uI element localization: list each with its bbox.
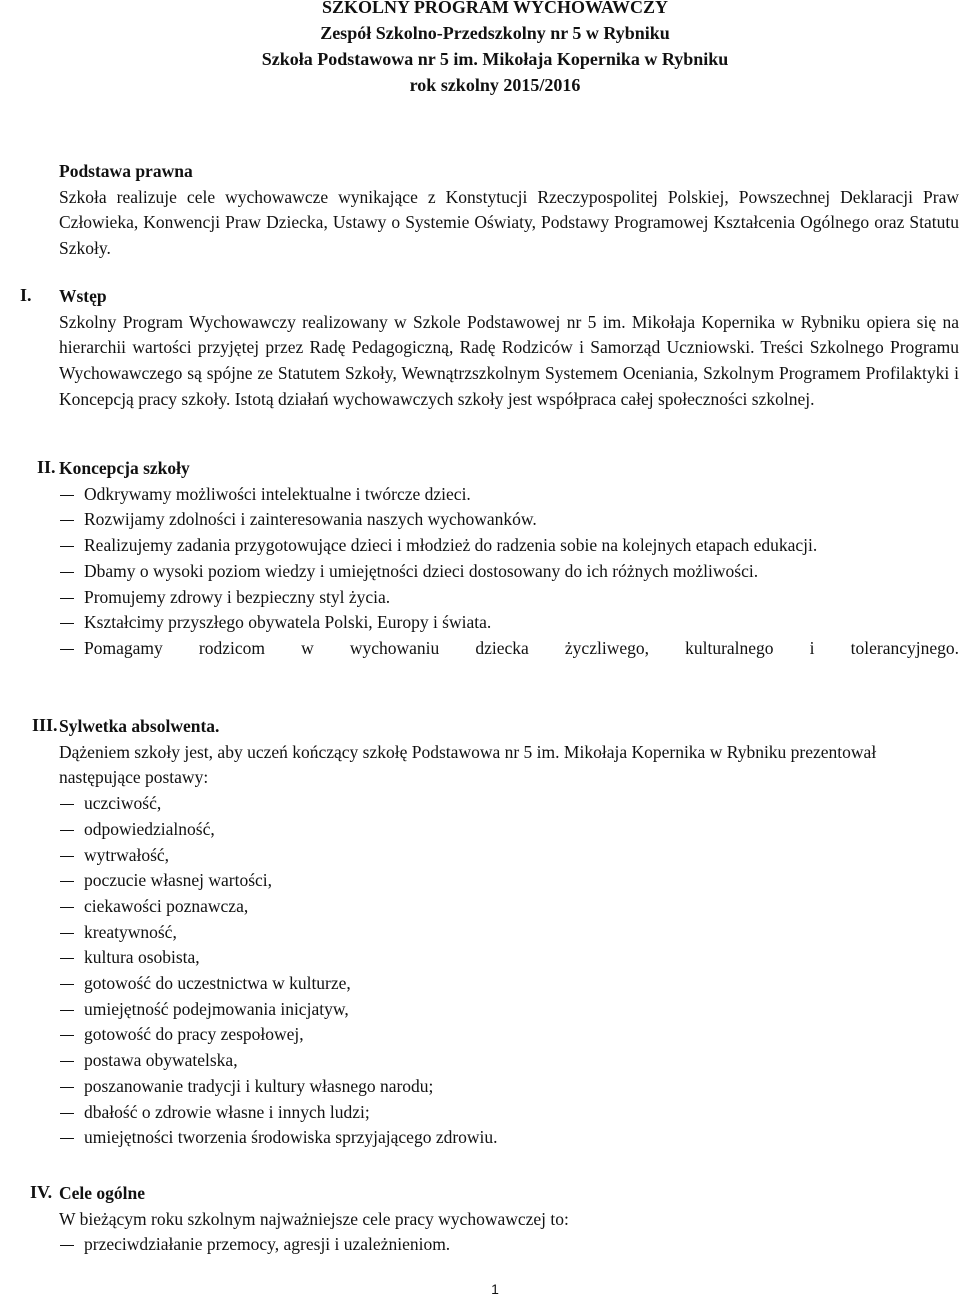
list-item: poszanowanie tradycji i kultury własnego narodu; <box>59 1074 959 1100</box>
list-item: umiejętność podejmowania inicjatyw, <box>59 997 959 1023</box>
list-item: Kształcimy przyszłego obywatela Polski, Europy i świata. <box>59 610 959 636</box>
list-item: kreatywność, <box>59 920 959 946</box>
section-number-2: II. <box>37 457 56 477</box>
paragraph-sentence: Treści Szkolnego Programu Wychowawczego są spójne ze Statutem Szkoły, Wewnątrzszkolnym Systemem Oceniania, Szkolnym Programem Profilaktyki i Koncepcją pracy szkoły. <box>59 337 959 409</box>
list-item: umiejętności tworzenia środowiska sprzyjającego zdrowiu. <box>59 1125 959 1151</box>
section-paragraph <box>59 310 959 413</box>
section-heading: Cele ogólne <box>59 1183 146 1203</box>
list-item: gotowość do pracy zespołowej, <box>59 1022 959 1048</box>
goals-list <box>59 1232 959 1258</box>
list-item: ciekawości poznawcza, <box>59 894 959 920</box>
section-general-goals <box>59 1181 959 1258</box>
list-item: Dbamy o wysoki poziom wiedzy i umiejętności dzieci dostosowany do ich różnych możliwości. <box>59 559 959 585</box>
section-number-4: IV. <box>30 1182 53 1202</box>
list-item: poczucie własnej wartości, <box>59 868 959 894</box>
paragraph-sentence: Istotą działań wychowawczych szkoły jest współpraca całej społeczności szkolnej. <box>234 388 815 409</box>
page-number: 1 <box>491 1281 499 1297</box>
list-item: Pomagamy rodzicom w wychowaniu dziecka życzliwego, kulturalnego i tolerancyjnego. <box>59 636 959 662</box>
school-complex-name: Zespół Szkolno-Przedszkolny nr 5 w Rybniku <box>320 23 670 43</box>
section-heading: Wstęp <box>59 286 107 306</box>
section-intro: W bieżącym roku szkolnym najważniejsze cele pracy wychowawczej to: <box>59 1208 569 1229</box>
list-item: gotowość do uczestnictwa w kulturze, <box>59 971 959 997</box>
list-item: kultura osobista, <box>59 945 959 971</box>
list-item: Rozwijamy zdolności i zainteresowania naszych wychowanków. <box>59 507 959 533</box>
list-item: odpowiedzialność, <box>59 817 959 843</box>
legal-basis-heading: Podstawa prawna <box>59 161 193 181</box>
concept-list <box>59 482 959 662</box>
section-number-1: I. <box>20 285 32 305</box>
list-item: Realizujemy zadania przygotowujące dzieci i młodzież do radzenia sobie na kolejnych etapach edukacji. <box>59 533 959 559</box>
section-number-3: III. <box>32 715 58 735</box>
school-name: Szkoła Podstawowa nr 5 im. Mikołaja Kopernika w Rybniku <box>261 49 729 69</box>
section-heading: Koncepcja szkoły <box>59 458 190 478</box>
section-school-concept <box>59 456 959 662</box>
list-item: Promujemy zdrowy i bezpieczny styl życia. <box>59 585 959 611</box>
attitudes-list <box>59 791 959 1151</box>
paragraph-sentence: Szkolny Program Wychowawczy realizowany w Szkole Podstawowej nr 5 im. Mikołaja Kopernika w Rybniku opiera się na hierarchii wartości przyjętej przez Radę Pedagogiczną, Radę Rodziców i Samorząd Uczniowski. <box>59 311 959 358</box>
list-item: uczciwość, <box>59 791 959 817</box>
document-title: SZKOLNY PROGRAM WYCHOWAWCZY <box>321 0 669 17</box>
legal-basis-text: Szkoła realizuje cele wychowawcze wynikające z Konstytucji Rzeczypospolitej Polskiej, Powszechnej Deklaracji Praw Człowieka, Konwencji Praw Dziecka, Ustawy o Systemie Oświaty, Podstawy Programowej Kształcenia Ogólnego oraz Statutu Szkoły. <box>59 186 959 259</box>
section-heading: Sylwetka absolwenta. <box>59 716 220 736</box>
school-year: rok szkolny 2015/2016 <box>409 75 581 95</box>
list-item: wytrwałość, <box>59 843 959 869</box>
section-graduate-profile <box>59 714 959 1151</box>
document-header <box>0 0 960 98</box>
list-item: dbałość o zdrowie własne i innych ludzi; <box>59 1100 959 1126</box>
list-item: Odkrywamy możliwości intelektualne i twórcze dzieci. <box>59 482 959 508</box>
section-intro: Dążeniem szkoły jest, aby uczeń kończący szkołę Podstawowa nr 5 im. Mikołaja Kopernika w Rybniku prezentował następujące postawy: <box>59 741 877 788</box>
section-introduction <box>59 284 959 413</box>
legal-basis <box>59 159 959 262</box>
list-item: przeciwdziałanie przemocy, agresji i uzależnieniom. <box>59 1232 959 1258</box>
list-item: postawa obywatelska, <box>59 1048 959 1074</box>
